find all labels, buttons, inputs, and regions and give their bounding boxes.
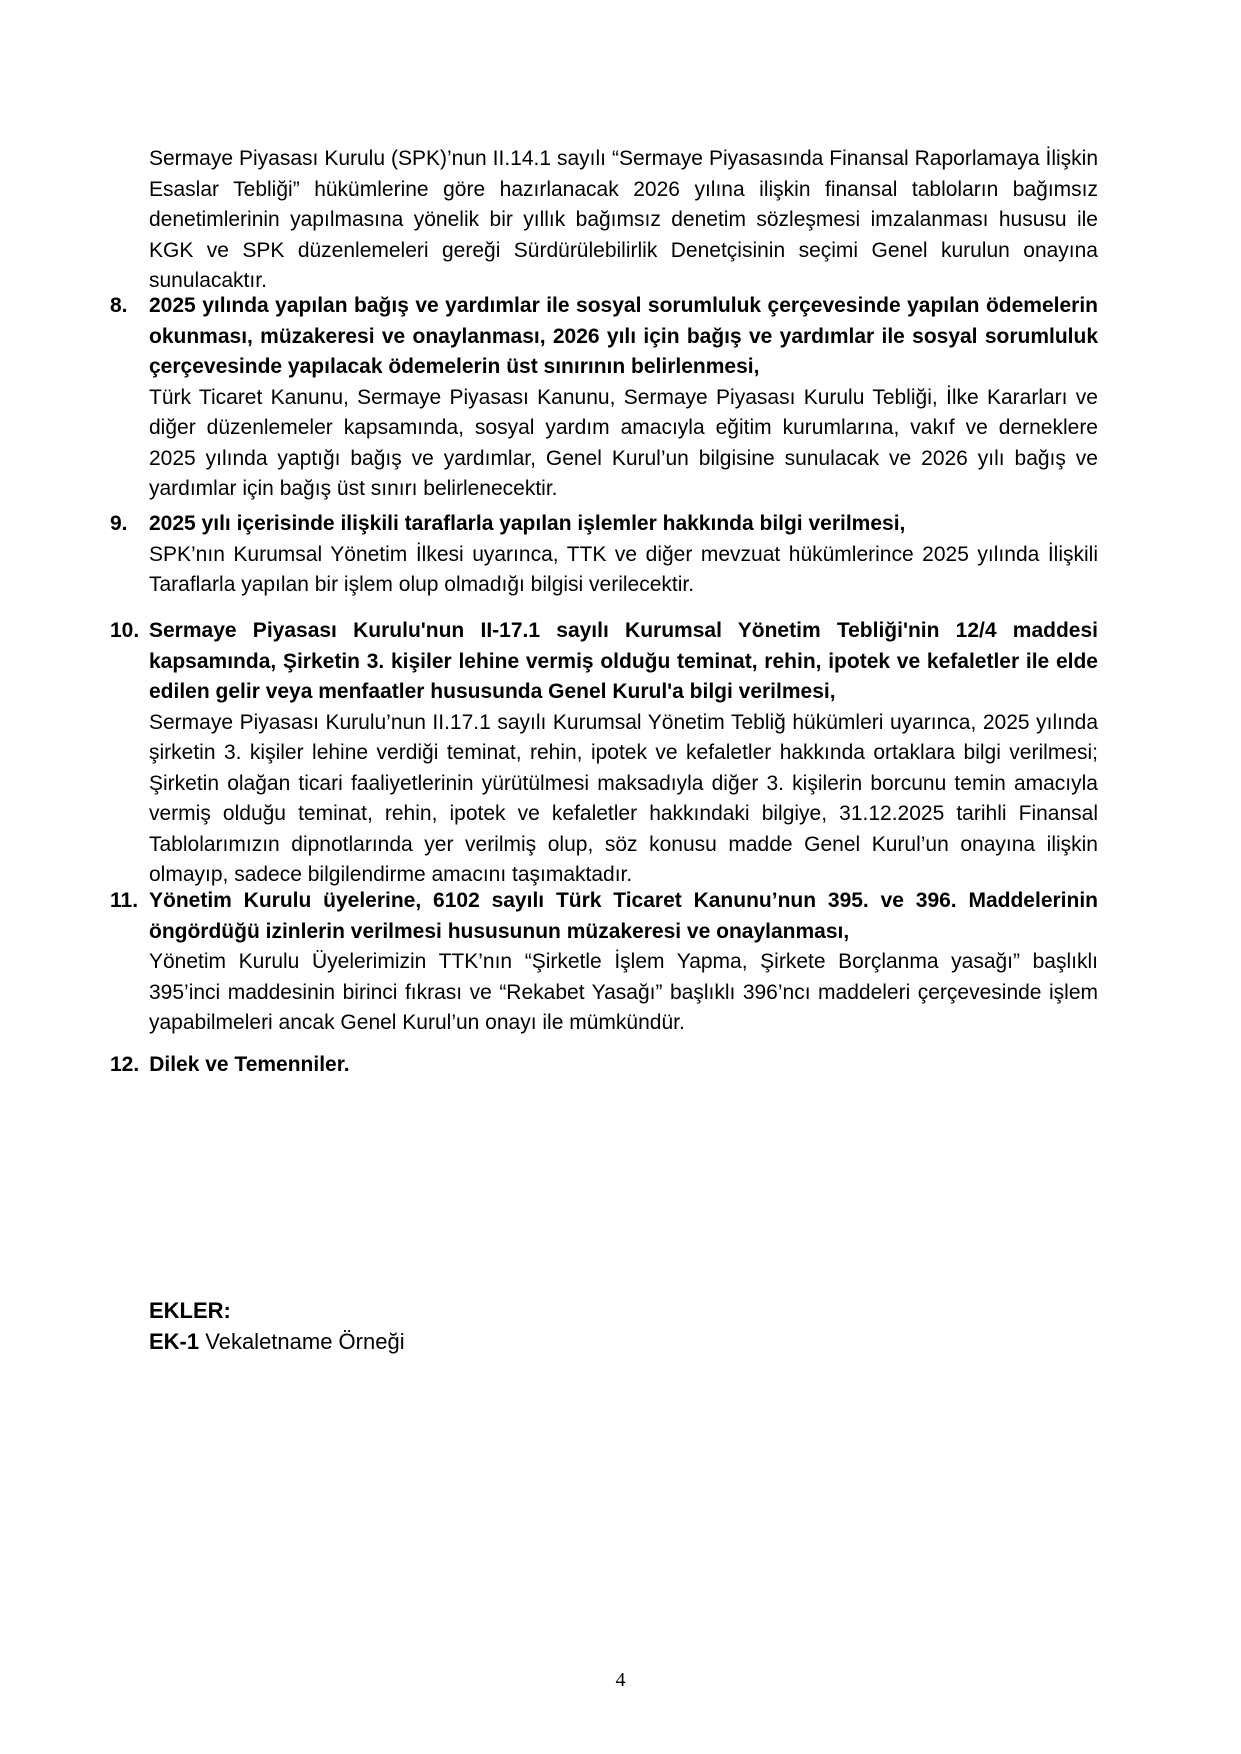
agenda-item-8 bbox=[110, 291, 1098, 505]
item-number: 12. bbox=[110, 1053, 140, 1076]
item-text: SPK’nın Kurumsal Yönetim İlkesi uyarınca, TTK ve diğer mevzuat hükümlerince 2025 yılında İlişkili Taraflarla yapılan bir işlem olup olmadığı bilgisi verilecektir. bbox=[149, 542, 1098, 596]
agenda-item-9 bbox=[110, 509, 1098, 601]
item-text: Yönetim Kurulu Üyelerimizin TTK’nın “Şirketle İşlem Yapma, Şirkete Borçlanma yasağı” başlıklı 395’inci maddesinin birinci fıkrası ve “Rekabet Yasağı” başlıklı 396’ncı maddeleri çerçevesinde işlem yapabilmeleri ancak Genel Kurul’un onayı ile mümkündür. bbox=[149, 950, 1098, 1034]
annex-label: Vekaletname Örneği bbox=[205, 1329, 405, 1354]
page-number: 4 bbox=[615, 1669, 626, 1691]
annex-code: EK-1 bbox=[149, 1329, 200, 1354]
annex-item bbox=[149, 1329, 405, 1354]
agenda-item-10 bbox=[110, 616, 1098, 891]
item-text: Türk Ticaret Kanunu, Sermaye Piyasası Kanunu, Sermaye Piyasası Kurulu Tebliği, İlke Kararları ve diğer düzenlemeler kapsamında, sosyal yardım amacıyla eğitim kurumlarına, vakıf ve derneklere 2025 yılında yaptığı bağış ve yardımlar, Genel Kurul’un bilgisine sunulacak ve 2026 yılı bağış ve yardımlar için bağış üst sınırı belirlenecektir. bbox=[149, 385, 1098, 500]
item-heading: Sermaye Piyasası Kurulu'nun II-17.1 sayılı Kurumsal Yönetim Tebliği'nin 12/4 maddesi kapsamında, Şirketin 3. kişiler lehine vermiş olduğu teminat, rehin, ipotek ve kefaletler ile elde edilen gelir veya menfaatler hususunda Genel Kurul'a bilgi verilmesi, bbox=[149, 619, 1098, 703]
annex-title: EKLER: bbox=[149, 1298, 231, 1323]
item-heading: Dilek ve Temenniler. bbox=[149, 1053, 350, 1076]
item-heading: 2025 yılı içerisinde ilişkili taraflarla yapılan işlemler hakkında bilgi verilmesi, bbox=[149, 512, 906, 535]
item-number: 11. bbox=[110, 889, 139, 912]
agenda-item-11 bbox=[110, 886, 1098, 1039]
item-heading: Yönetim Kurulu üyelerine, 6102 sayılı Türk Ticaret Kanunu’nun 395. ve 396. Maddelerinin öngördüğü izinlerin verilmesi hususunun müzakeresi ve onaylanması, bbox=[149, 889, 1098, 943]
agenda-item-12 bbox=[110, 1050, 350, 1081]
annex-section bbox=[149, 1295, 405, 1357]
item-heading: 2025 yılında yapılan bağış ve yardımlar ile sosyal sorumluluk çerçevesinde yapılan ödemelerin okunması, müzakeresi ve onaylanması, 2026 yılı için bağış ve yardımlar ile sosyal sorumluluk çerçevesinde yapılacak ödemelerin üst sınırının belirlenmesi, bbox=[149, 294, 1098, 378]
item-number: 8. bbox=[110, 294, 128, 317]
item-text: Sermaye Piyasası Kurulu’nun II.17.1 sayılı Kurumsal Yönetim Tebliğ hükümleri uyarınca, 2025 yılında şirketin 3. kişiler lehine verdiği teminat, rehin, ipotek ve kefaletler hakkında ortaklara bilgi verilmesi; Şirketin olağan ticari faaliyetlerinin yürütülmesi maksadıyla diğer 3. kişilerin borcunu temin amacıyla vermiş olduğu teminat, rehin, ipotek ve kefaletler hakkındaki bilgiye, 31.12.2025 tarihli Finansal Tablolarımızın dipnotlarında yer verilmiş olup, söz konusu madde Genel Kurul’un onayına ilişkin olmayıp, sadece bilgilendirme amacını taşımaktadır. bbox=[149, 710, 1098, 886]
intro-paragraph: Sermaye Piyasası Kurulu (SPK)’nun II.14.1 sayılı “Sermaye Piyasasında Finansal Raporlamaya İlişkin Esaslar Tebliği” hükümlerine göre hazırlanacak 2026 yılına ilişkin finansal tabloların bağımsız denetimlerinin yapılmasına yönelik bir yıllık bağımsız denetim sözleşmesi imzalanması hususu ile KGK ve SPK düzenlemeleri gereği Sürdürülebilirlik Denetçisinin seçimi Genel kurulun onayına sunulacaktır. bbox=[149, 147, 1098, 292]
item-number: 9. bbox=[110, 512, 128, 535]
item-number: 10. bbox=[110, 619, 140, 642]
